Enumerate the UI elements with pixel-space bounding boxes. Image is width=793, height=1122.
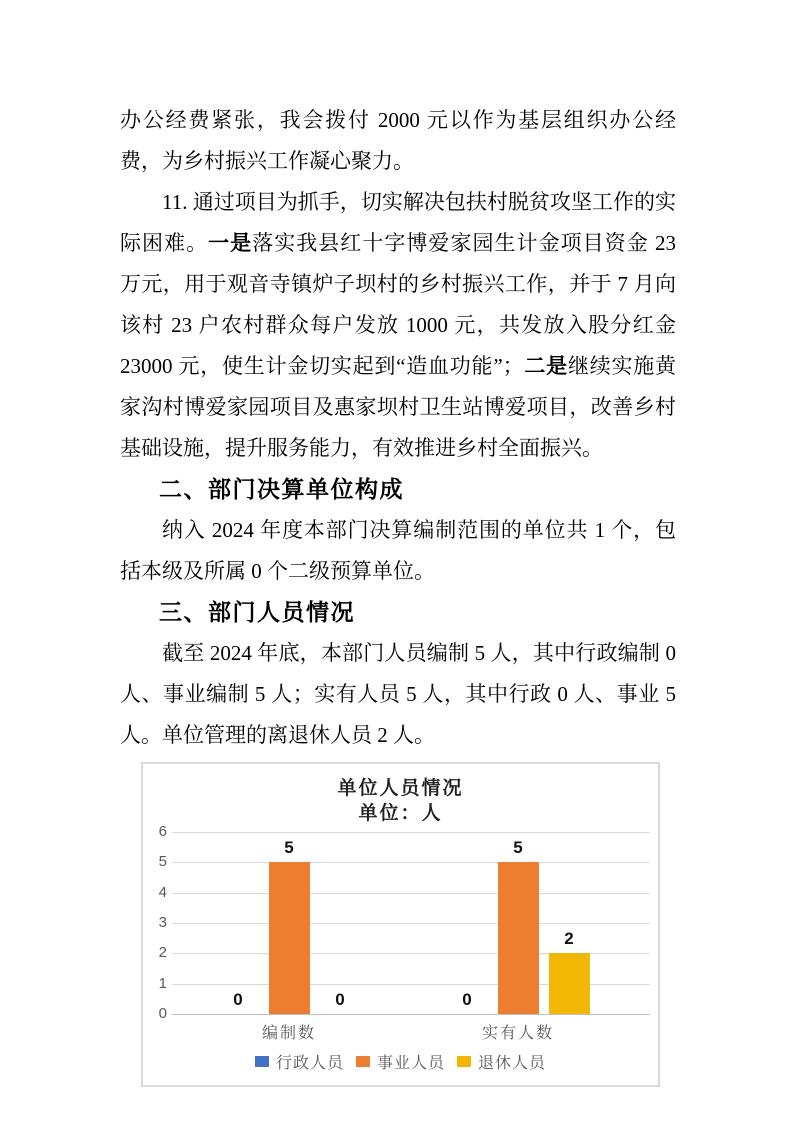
chart-legend bbox=[143, 1050, 658, 1073]
text-run-emphasis-first: 一是 bbox=[208, 231, 253, 255]
paragraph-office-funds: 办公经费紧张，我会拨付 2000 元以作为基层组织办公经费，为乡村振兴工作凝心聚力。 bbox=[120, 108, 676, 173]
y-axis-tick: 4 bbox=[158, 883, 167, 901]
y-axis-tick: 5 bbox=[158, 853, 167, 871]
legend-swatch-icon bbox=[255, 1056, 269, 1067]
data-label: 0 bbox=[462, 990, 472, 1009]
legend-swatch-icon bbox=[457, 1056, 471, 1067]
paragraph-unit-composition: 纳入 2024 年度本部门决算编制范围的单位共 1 个，包括本级及所属 0 个二级预算单位。 bbox=[120, 518, 676, 583]
data-label: 0 bbox=[233, 990, 243, 1009]
gridline bbox=[172, 832, 650, 833]
y-axis-tick: 1 bbox=[158, 974, 167, 992]
data-label: 0 bbox=[335, 990, 345, 1009]
legend-label: 退休人员 bbox=[478, 1055, 547, 1072]
text-run: 11. 通过项目为抓手，切实解决包扶村脱贫攻坚工作的实际困难。 bbox=[120, 190, 676, 255]
bar-事业人员 bbox=[498, 862, 539, 1014]
chart-subtitle: 单位：人 bbox=[358, 803, 443, 824]
text-run: 落实我县红十字博爱家园生计金项目资金 23 万元，用于观音寺镇炉子坝村的乡村振兴工作，并于 7 月向该村 23 户农村群众每户发放 1000 元，共发放入股分红金 23000 元，使生计金切实起到“造血功能”； bbox=[120, 231, 677, 378]
legend-label: 行政人员 bbox=[275, 1055, 344, 1072]
legend-swatch-icon bbox=[356, 1056, 370, 1067]
data-label: 5 bbox=[513, 838, 523, 858]
y-axis-tick: 2 bbox=[158, 944, 167, 962]
y-axis-tick: 6 bbox=[158, 823, 167, 840]
legend-item-事业人员 bbox=[356, 1050, 445, 1073]
gridline bbox=[172, 1014, 650, 1015]
personnel-chart bbox=[141, 762, 660, 1087]
gridline bbox=[172, 862, 650, 863]
category-label: 编制数 bbox=[261, 1025, 316, 1042]
data-label: 2 bbox=[564, 929, 574, 949]
section-heading-unit-composition: 二、部门决算单位构成 bbox=[159, 476, 404, 502]
y-axis-tick: 0 bbox=[158, 1005, 167, 1022]
category-label: 实有人数 bbox=[481, 1025, 554, 1042]
section-heading-personnel: 三、部门人员情况 bbox=[159, 599, 355, 625]
gridline bbox=[172, 923, 650, 924]
y-axis-tick: 3 bbox=[158, 914, 167, 931]
bar-事业人员 bbox=[269, 862, 310, 1014]
paragraph-item-11 bbox=[120, 182, 676, 469]
bar-退休人员 bbox=[549, 953, 590, 1014]
chart-title: 单位人员情况 bbox=[337, 778, 464, 799]
legend-item-退休人员 bbox=[457, 1050, 546, 1073]
chart-plot-area bbox=[143, 764, 658, 1085]
legend-label: 事业人员 bbox=[376, 1055, 445, 1072]
text-run: 继续实施黄家沟村博爱家园项目及惠家坝村卫生站博爱项目，改善乡村基础设施，提升服务能力，有效推进乡村全面振兴。 bbox=[120, 354, 676, 460]
text-run-emphasis-second: 二是 bbox=[523, 354, 568, 378]
paragraph-personnel: 截至 2024 年底，本部门人员编制 5 人，其中行政编制 0 人、事业编制 5 人；实有人员 5 人，其中行政 0 人、事业 5 人。单位管理的离退休人员 2 人。 bbox=[120, 641, 676, 747]
gridline bbox=[172, 893, 650, 894]
legend-item-行政人员 bbox=[255, 1050, 344, 1073]
data-label: 5 bbox=[284, 838, 294, 858]
